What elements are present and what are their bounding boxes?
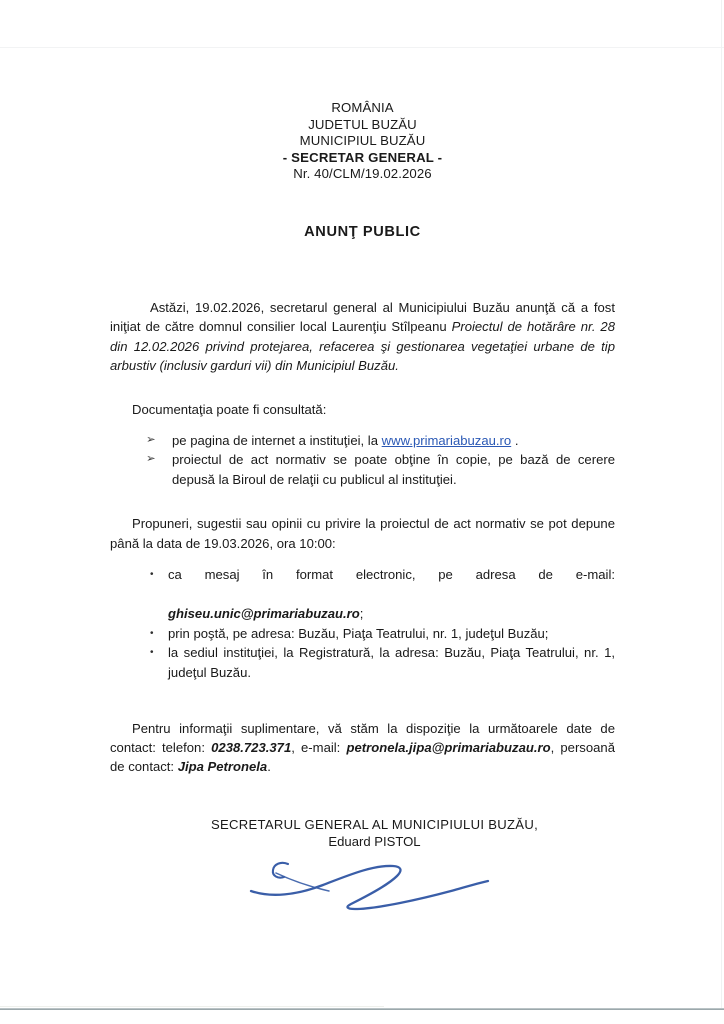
submission-item-text: ca mesaj în format electronic, pe adresa de e-mail: xyxy=(168,567,615,583)
announcement-project-title: Proiectul de hotărâre nr. 28 din 12.02.2026 privind protejarea, refacerea şi gestionarea vegetaţiei urbane de tip arbustiv (inclusiv garduri vii) din Municipiul Buzău. xyxy=(110,319,615,374)
scan-artifact-bottom-haze xyxy=(0,1006,384,1007)
scan-artifact-right-edge xyxy=(721,0,722,1010)
website-link[interactable]: www.primariabuzau.ro xyxy=(381,433,512,448)
list-item xyxy=(110,624,615,644)
arrow-bullet-icon: ➢ xyxy=(146,434,156,446)
list-item xyxy=(110,431,615,450)
dot-bullet-icon: • xyxy=(150,647,154,659)
contact-lead-text: Pentru informaţii suplimentare, vă stăm la dispoziţie la următoarele date de contact: telefon: xyxy=(110,720,615,755)
submission-methods-list xyxy=(110,565,615,683)
paragraph-announcement xyxy=(110,298,615,376)
submission-email-address[interactable]: ghiseu.unic@primariabuzau.ro xyxy=(168,606,360,622)
dot-bullet-icon: • xyxy=(150,627,154,639)
header-country: ROMÂNIA xyxy=(331,100,394,115)
arrow-bullet-icon: ➢ xyxy=(146,453,156,466)
header-department: - SECRETAR GENERAL - xyxy=(282,149,443,165)
announcement-plain-text: Astăzi, 19.02.2026, secretarul general al Municipiului Buzău anunţă că a fost iniţiat de către domnul consilier local Laurenţiu Stîlpeanu xyxy=(110,299,615,335)
contact-person-name: Jipa Petronela xyxy=(177,759,268,775)
doc-item-text-before-link: pe pagina de internet a instituţiei, la xyxy=(172,433,382,448)
page-title: ANUNŢ PUBLIC xyxy=(304,223,421,240)
header-municipality: MUNICIPIUL BUZĂU xyxy=(299,133,426,149)
list-item xyxy=(110,450,615,489)
contact-separator-1: , e-mail: xyxy=(291,740,347,755)
submission-item-text: la sediul instituţiei, la Registratură, la adresa: Buzău, Piaţa Teatrului, nr. 1, judeţul Buzău. xyxy=(168,645,615,680)
document-content xyxy=(110,0,615,911)
doc-item-text: proiectul de act normativ se poate obţine în copie, pe bază de cerere depusă la Biroul de relaţii cu publicul al instituţiei. xyxy=(172,452,615,487)
document-header xyxy=(110,100,615,183)
signatory-role: SECRETARUL GENERAL AL MUNICIPIULUI BUZĂU, xyxy=(210,816,539,832)
contact-tail: . xyxy=(267,759,271,775)
submission-item-text: prin poştă, pe adresa: Buzău, Piaţa Teatrului, nr. 1, judeţul Buzău; xyxy=(168,625,549,641)
dot-bullet-icon: • xyxy=(150,569,154,581)
contact-phone: 0238.723.371 xyxy=(211,740,292,755)
scan-artifact-bottom-edge xyxy=(0,1008,724,1010)
header-county: JUDETUL BUZĂU xyxy=(308,116,417,132)
paragraph-documentation-heading: Documentaţia poate fi consultată: xyxy=(132,401,327,417)
handwritten-signature-icon xyxy=(245,851,505,911)
doc-item-text-after-link: . xyxy=(511,433,519,448)
signatory-name: Eduard PISTOL xyxy=(328,833,421,849)
submission-item-tail: ; xyxy=(359,606,364,622)
contact-separator-2: , persoană de contact: xyxy=(110,740,615,775)
paragraph-contact xyxy=(110,719,615,777)
contact-email[interactable]: petronela.jipa@primariabuzau.ro xyxy=(346,740,551,755)
list-item xyxy=(110,643,615,682)
paragraph-proposals-intro: Propuneri, sugestii sau opinii cu privire la proiectul de act normativ se pot depune până la data de 19.03.2026, ora 10:00: xyxy=(110,516,615,551)
signature-block xyxy=(110,817,615,911)
documentation-list xyxy=(110,431,615,489)
header-registration-number: Nr. 40/CLM/19.02.2026 xyxy=(293,166,432,182)
list-item xyxy=(110,565,615,624)
